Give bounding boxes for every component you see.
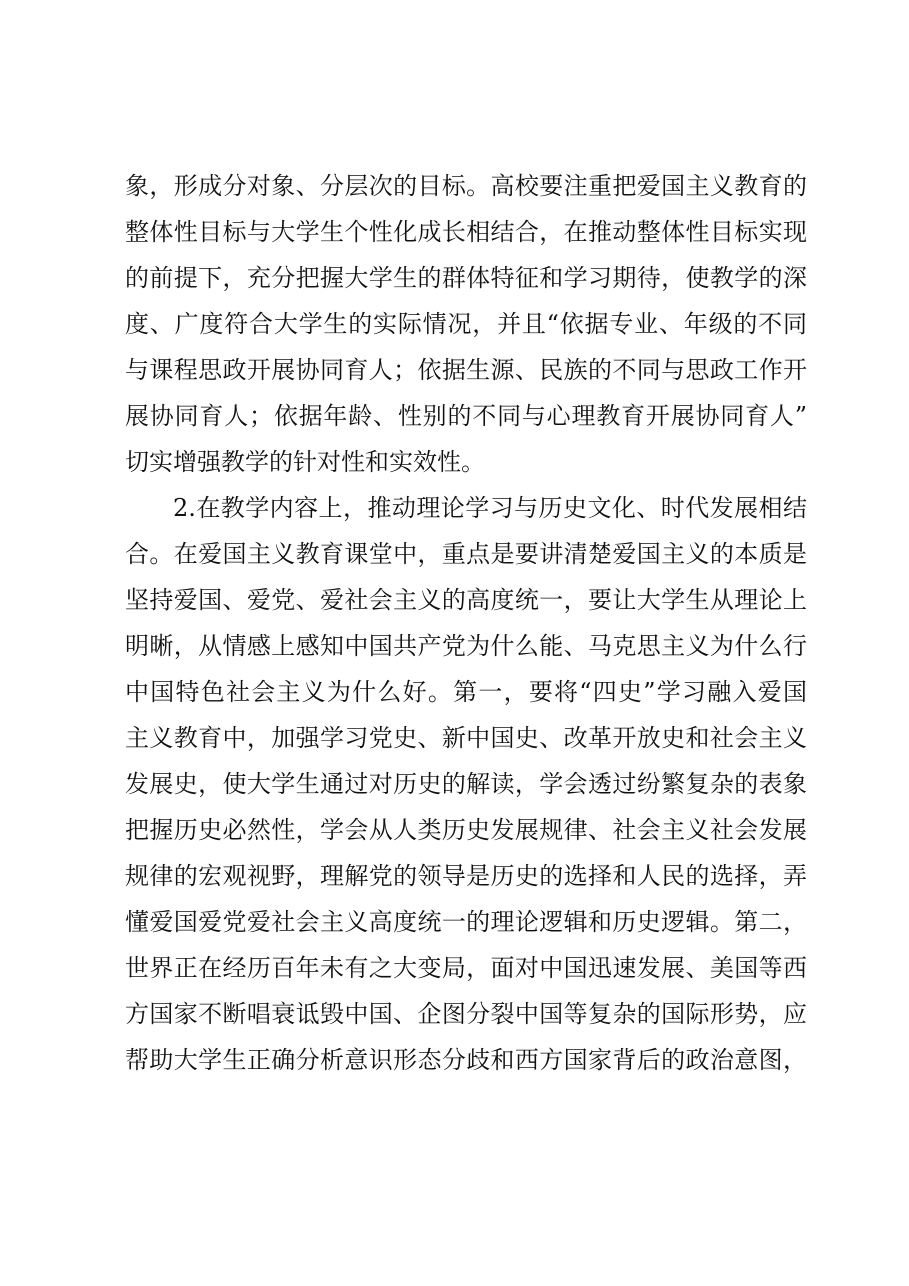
text-line: 合。在爱国主义教育课堂中，重点是要讲清楚爱国主义的本质是 bbox=[125, 540, 807, 568]
text-line: 坚持爱国、爱党、爱社会主义的高度统一，要让大学生从理论上 bbox=[125, 586, 807, 614]
text-line: 主义教育中，加强学习党史、新中国史、改革开放史和社会主义 bbox=[125, 724, 807, 752]
text-line: 帮助大学生正确分析意识形态分歧和西方国家背后的政治意图， bbox=[125, 1046, 807, 1074]
text-line: 2.在教学内容上，推动理论学习与历史文化、时代发展相结 bbox=[173, 494, 807, 522]
body-text bbox=[125, 163, 807, 1083]
text-line: 规律的宏观视野，理解党的领导是历史的选择和人民的选择，弄 bbox=[125, 862, 807, 890]
text-line: 度、广度符合大学生的实际情况，并且“依据专业、年级的不同 bbox=[125, 310, 807, 338]
text-line: 把握历史必然性，学会从人类历史发展规律、社会主义社会发展 bbox=[125, 816, 807, 844]
text-line: 的前提下，充分把握大学生的群体特征和学习期待，使教学的深 bbox=[125, 264, 807, 292]
text-line: 方国家不断唱衰诋毁中国、企图分裂中国等复杂的国际形势，应 bbox=[125, 1000, 807, 1028]
text-line: 懂爱国爱党爱社会主义高度统一的理论逻辑和历史逻辑。第二， bbox=[125, 908, 807, 936]
text-line: 世界正在经历百年未有之大变局，面对中国迅速发展、美国等西 bbox=[125, 954, 807, 982]
text-line: 与课程思政开展协同育人；依据生源、民族的不同与思政工作开 bbox=[125, 356, 807, 384]
text-line: 整体性目标与大学生个性化成长相结合，在推动整体性目标实现 bbox=[125, 218, 807, 246]
text-line: 展协同育人；依据年龄、性别的不同与心理教育开展协同育人” bbox=[125, 402, 807, 430]
text-line: 明晰，从情感上感知中国共产党为什么能、马克思主义为什么行 bbox=[125, 632, 807, 660]
text-line: 象，形成分对象、分层次的目标。高校要注重把爱国主义教育的 bbox=[125, 172, 807, 200]
text-line: 切实增强教学的针对性和实效性。 bbox=[125, 448, 485, 476]
text-line: 中国特色社会主义为什么好。第一，要将“四史”学习融入爱国 bbox=[125, 678, 807, 706]
text-line: 发展史，使大学生通过对历史的解读，学会透过纷繁复杂的表象 bbox=[125, 770, 807, 798]
